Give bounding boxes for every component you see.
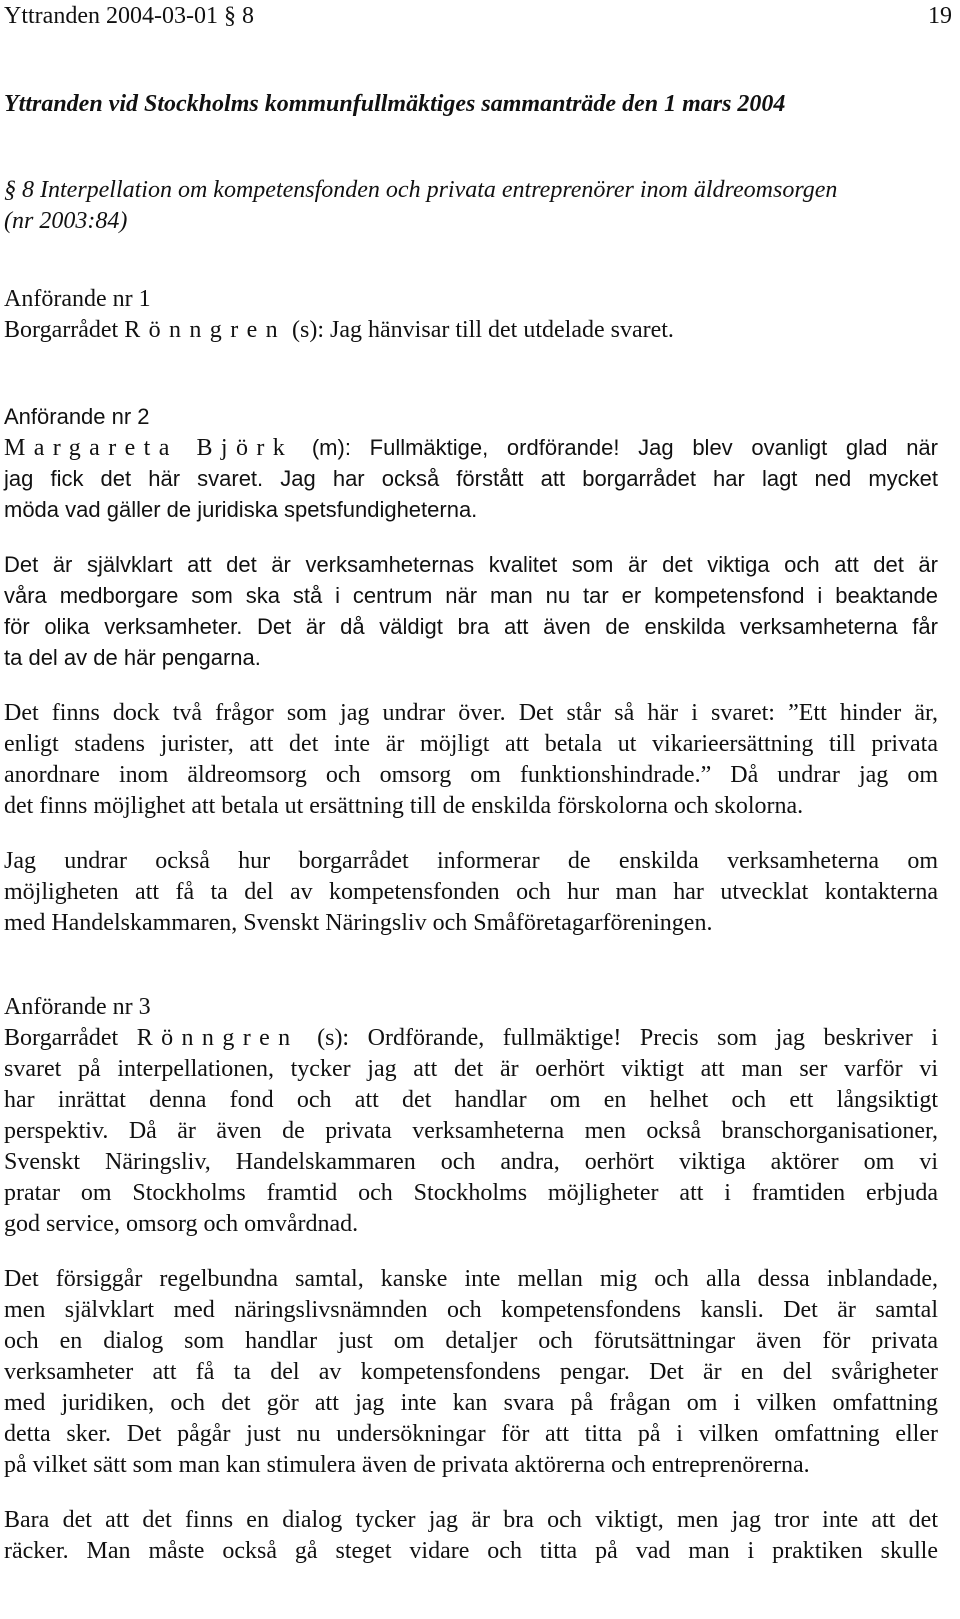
paragraph-line: enligt stadens jurister, att det inte är möjligt att betala ut vikarieersättning till privata xyxy=(4,731,938,757)
page-header xyxy=(4,0,952,32)
paragraph-line: det finns möjlighet att betala ut ersättning till de enskilda förskolorna och skolorna. xyxy=(4,793,804,819)
document-title: Yttranden vid Stockholms kommunfullmäktiges sammanträde den 1 mars 2004 xyxy=(4,91,786,117)
paragraph-line: Det finns dock två frågor som jag undrar över. Det står så här i svaret: ”Ett hinder är, xyxy=(4,700,938,726)
speaker-first-name: Margareta xyxy=(4,435,178,461)
speaker-last-name: Björk xyxy=(196,435,294,461)
paragraph-line: räcker. Man måste också gå steget vidare och titta på vad man i praktiken skulle xyxy=(4,1538,938,1564)
speaker-title: Borgarrådet xyxy=(4,317,125,343)
agenda-item-line: § 8 Interpellation om kompetensfonden och privata entreprenörer inom äldreomsorgen xyxy=(4,177,838,203)
paragraph-line: Det försiggår regelbundna samtal, kanske inte mellan mig och alla dessa inblandade, xyxy=(4,1266,938,1292)
agenda-item-title xyxy=(4,175,944,237)
speech-text: (s): Ordförande, fullmäktige! Precis som jag beskriver i xyxy=(298,1025,938,1051)
speaker-name: Rönngren xyxy=(136,1025,299,1051)
paragraph xyxy=(4,698,938,822)
paragraph xyxy=(4,846,938,939)
speaker-title: Borgarrådet xyxy=(4,1025,137,1051)
speech-3 xyxy=(4,992,938,1240)
agenda-item-line: (nr 2003:84) xyxy=(4,208,128,234)
speech-line: perspektiv. Då är även de privata verksamheterna men också branschorganisationer, xyxy=(4,1118,938,1144)
paragraph-line: för olika verksamheter. Det är då väldigt bra att även de enskilda verksamheterna får xyxy=(4,614,938,639)
speech-heading: Anförande nr 3 xyxy=(4,994,151,1020)
speech-2-heading-block xyxy=(4,401,938,432)
speech-line xyxy=(4,1023,938,1054)
speech-text: (m): Fullmäktige, ordförande! Jag blev ovanligt glad när xyxy=(293,435,938,460)
paragraph-line: Det är självklart att det är verksamheternas kvalitet som är det viktiga och att det är xyxy=(4,552,938,577)
speech-heading: Anförande nr 2 xyxy=(4,404,150,429)
paragraph-line: med juridiken, och det gör att jag inte kan svara på frågan om i vilken omfattning xyxy=(4,1390,938,1416)
speech-heading: Anförande nr 1 xyxy=(4,286,151,312)
paragraph-line: men självklart med näringslivsnämnden och kompetensfondens kansli. Det är samtal xyxy=(4,1297,938,1323)
paragraph xyxy=(4,549,938,673)
paragraph xyxy=(4,1505,938,1567)
speech-line xyxy=(4,432,938,463)
speech-text: (s): Jag hänvisar till det utdelade svaret. xyxy=(286,317,674,343)
paragraph-line: möjligheten att få ta del av kompetensfonden och hur man har utvecklat kontakterna xyxy=(4,879,938,905)
header-date-section: Yttranden 2004-03-01 § 8 xyxy=(4,3,254,29)
paragraph-line: våra medborgare som ska stå i centrum när man nu tar er kompetensfond i beaktande xyxy=(4,583,938,608)
speech-line: möda vad gäller de juridiska spetsfundigheterna. xyxy=(4,497,478,522)
paragraph-line: på vilket sätt som man kan stimulera även de privata aktörerna och entreprenörerna. xyxy=(4,1452,810,1478)
speaker-name: Rönngren xyxy=(124,317,287,343)
paragraph-line: anordnare inom äldreomsorg och omsorg om funktionshindrade.” Då undrar jag om xyxy=(4,762,938,788)
paragraph-line: med Handelskammaren, Svenskt Näringsliv och Småföretagarföreningen. xyxy=(4,910,713,936)
paragraph-line: Bara det att det finns en dialog tycker jag är bra och viktigt, men jag tror inte att det xyxy=(4,1507,938,1533)
speech-line: Svenskt Näringsliv, Handelskammaren och andra, oerhört viktiga aktörer om vi xyxy=(4,1149,938,1175)
speech-2 xyxy=(4,432,938,525)
speech-1 xyxy=(4,284,938,346)
paragraph-line: verksamheter att få ta del av kompetensfondens pengar. Det är en del svårigheter xyxy=(4,1359,938,1385)
speech-line xyxy=(4,315,938,346)
page-number: 19 xyxy=(928,3,952,29)
paragraph-line: och en dialog som handlar just om detaljer och förutsättningar även för privata xyxy=(4,1328,938,1354)
paragraph xyxy=(4,1264,938,1481)
paragraph-line: ta del av de här pengarna. xyxy=(4,645,261,670)
paragraph-line: detta sker. Det pågår just nu undersökningar för att titta på i vilken omfattning eller xyxy=(4,1421,938,1447)
paragraph-line: Jag undrar också hur borgarrådet informerar de enskilda verksamheterna om xyxy=(4,848,938,874)
speech-line: god service, omsorg och omvårdnad. xyxy=(4,1211,359,1237)
speech-line: har inrättat denna fond och att det handlar om en helhet och ett långsiktigt xyxy=(4,1087,938,1113)
speech-line: jag fick det här svaret. Jag har också förstått att borgarrådet har lagt ned mycket xyxy=(4,466,938,491)
speech-line: pratar om Stockholms framtid och Stockholms möjligheter att i framtiden erbjuda xyxy=(4,1180,938,1206)
speech-line: svaret på interpellationen, tycker jag att det är oerhört viktigt att man ser varför vi xyxy=(4,1056,938,1082)
